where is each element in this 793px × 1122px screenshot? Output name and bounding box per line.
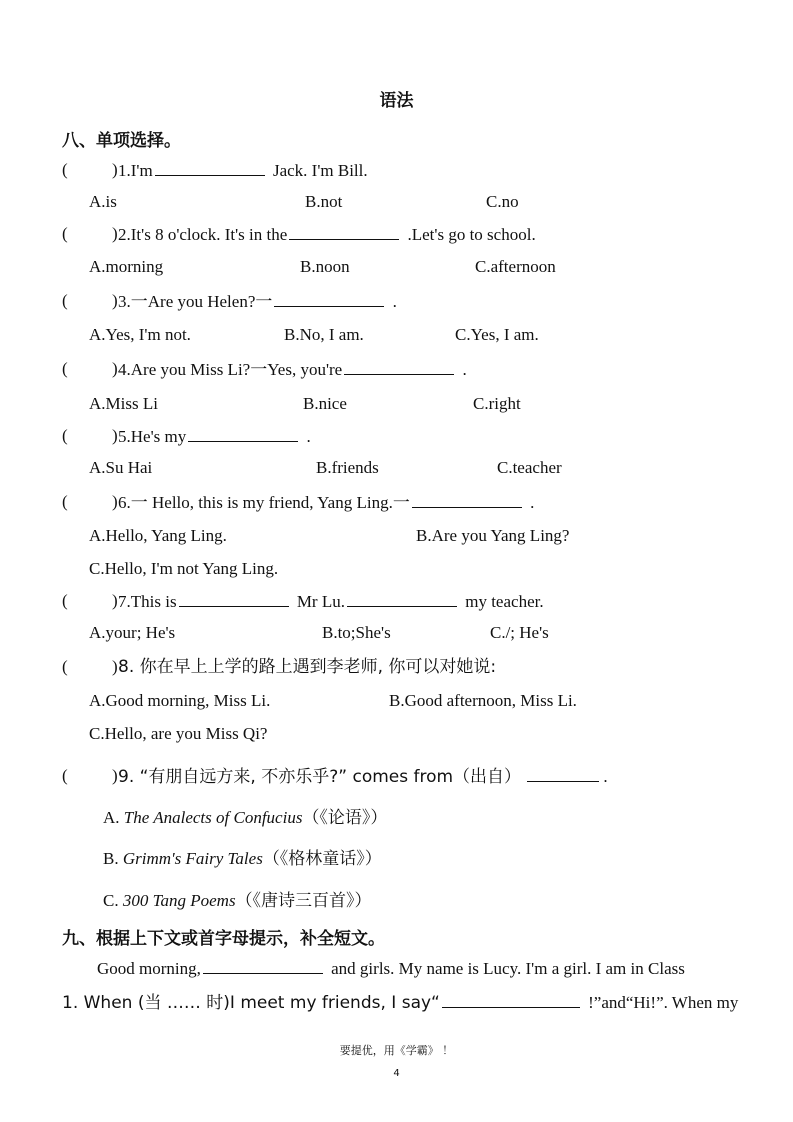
q6-option-a[interactable]: A.Hello, Yang Ling. [89, 526, 227, 545]
page-footer: 要提优，用《学霸》 ！ [339, 1044, 454, 1057]
q9-option-b[interactable]: B. Grimm's Fairy Tales（《格林童话》） [103, 849, 382, 869]
question-5-text: 5.He's my [118, 427, 187, 446]
answer-blank[interactable] [289, 223, 399, 240]
question-1-text: 1.I'm [118, 161, 153, 180]
passage-line-1: Good morning, and girls. My name is Lucy. I'm a girl. I am in Class [97, 959, 685, 978]
passage-line-2: 1. When (当 …… 时)I meet my friends, I say“ !”and“Hi!”. When my [62, 993, 739, 1013]
q5-option-c[interactable]: C.teacher [497, 458, 562, 477]
answer-blank[interactable] [274, 290, 384, 307]
q3-option-a[interactable]: A.Yes, I'm not. [89, 325, 191, 344]
q1-option-b[interactable]: B.not [305, 192, 343, 211]
q6-option-c[interactable]: C.Hello, I'm not Yang Ling. [89, 559, 279, 578]
q7-option-b[interactable]: B.to;She's [322, 623, 391, 642]
q3-option-c[interactable]: C.Yes, I am. [455, 325, 539, 344]
q3-option-b[interactable]: B.No, I am. [284, 325, 364, 344]
q7-option-a[interactable]: A.your; He's [89, 623, 176, 642]
question-4-text: 4.Are you Miss Li?一Yes, you're [118, 360, 343, 379]
answer-blank[interactable] [344, 358, 454, 375]
passage-blank-1[interactable] [203, 957, 323, 974]
question-3-text: 3.一Are you Helen?一 [118, 292, 273, 311]
q2-option-a[interactable]: A.morning [89, 257, 164, 276]
answer-blank[interactable] [347, 590, 457, 607]
q9-option-a[interactable]: A. The Analects of Confucius（《论语》） [103, 808, 388, 828]
answer-blank[interactable] [188, 425, 298, 442]
q1-option-a[interactable]: A.is [89, 192, 117, 211]
question-9-text: 9. “有朋自远方来, 不亦乐乎?” comes from（出自） [118, 767, 522, 787]
q8-option-c[interactable]: C.Hello, are you Miss Qi? [89, 724, 268, 743]
question-2-text: 2.It's 8 o'clock. It's in the [118, 225, 288, 244]
q1-option-c[interactable]: C.no [486, 192, 519, 211]
section-9-heading: 九、根据上下文或首字母提示，补全短文。 [62, 929, 385, 949]
q5-option-b[interactable]: B.friends [316, 458, 379, 477]
q2-option-c[interactable]: C.afternoon [475, 257, 556, 276]
page-number: 4 [393, 1068, 400, 1079]
answer-blank[interactable] [155, 159, 265, 176]
q4-option-a[interactable]: A.Miss Li [89, 394, 158, 413]
passage-blank-2[interactable] [442, 991, 580, 1008]
q5-option-a[interactable]: A.Su Hai [89, 458, 153, 477]
q8-option-a[interactable]: A.Good morning, Miss Li. [89, 691, 271, 710]
section-8-heading: 八、单项选择。 [62, 131, 181, 151]
worksheet-page: 语法 八、单项选择。 ( ) 1.I'm Jack. I'm Bill. A.is B.not C.no ( ) 2.It's 8 o'clock. It's in the .Let's go to school. A.morning B.noon C.afternoon ( ) 3.一Are you Helen?一 . A.Yes, I'm not. B.No, I am. C.Yes, I am. ( ) 4.Are you Miss Li?一Yes, you're . A.Miss Li B.nice C.right ( ) 5.He's my . A.Su Hai B.friends C.teacher ( ) 6.一 Hello, this is my friend, Yang Ling.一 . A.Hello, Yang Ling. B.Are you Yang Ling? C.Hello, I'm not Yang Ling. ( ) 7.This is Mr Lu. my teacher. A.your; He's B.to;She's C./; He's ( ) 8. 你在早上上学的路上遇到李老师, 你可以对她说: A.Good morning, Miss Li. B.Good afternoon, Miss Li. C.Hello, are you Miss Qi? ( ) 9. “有朋自远方来, 不亦乐乎?” comes from（出自） . A. The Analects of Confucius（《论语》） B. Grimm's Fairy Tales（《格林童话》） C. 300 Tang Poems（《唐诗三百首》） 九、根据上下文或首字母提示，补全短文。 Good morning, and girls. My name is Lucy. I'm a girl. I am in Class 1. When (当 …… 时)I meet my friends, I say“ !”and“Hi!”. When my 要提优，用《学霸》 ！ 4 [0, 0, 793, 1122]
question-8-text: 8. 你在早上上学的路上遇到李老师, 你可以对她说: [118, 657, 497, 677]
q8-option-b[interactable]: B.Good afternoon, Miss Li. [389, 691, 577, 710]
answer-blank[interactable] [527, 765, 599, 782]
answer-blank[interactable] [179, 590, 289, 607]
answer-blank[interactable] [412, 491, 522, 508]
question-6-text: 6.一 Hello, this is my friend, Yang Ling.一 [118, 493, 410, 512]
q4-option-c[interactable]: C.right [473, 394, 521, 413]
page-title: 语法 [379, 91, 414, 111]
q4-option-b[interactable]: B.nice [303, 394, 347, 413]
q2-option-b[interactable]: B.noon [300, 257, 350, 276]
q9-option-c[interactable]: C. 300 Tang Poems（《唐诗三百首》） [103, 891, 372, 911]
q6-option-b[interactable]: B.Are you Yang Ling? [416, 526, 570, 545]
question-7-text: 7.This is [118, 592, 177, 611]
q7-option-c[interactable]: C./; He's [490, 623, 549, 642]
